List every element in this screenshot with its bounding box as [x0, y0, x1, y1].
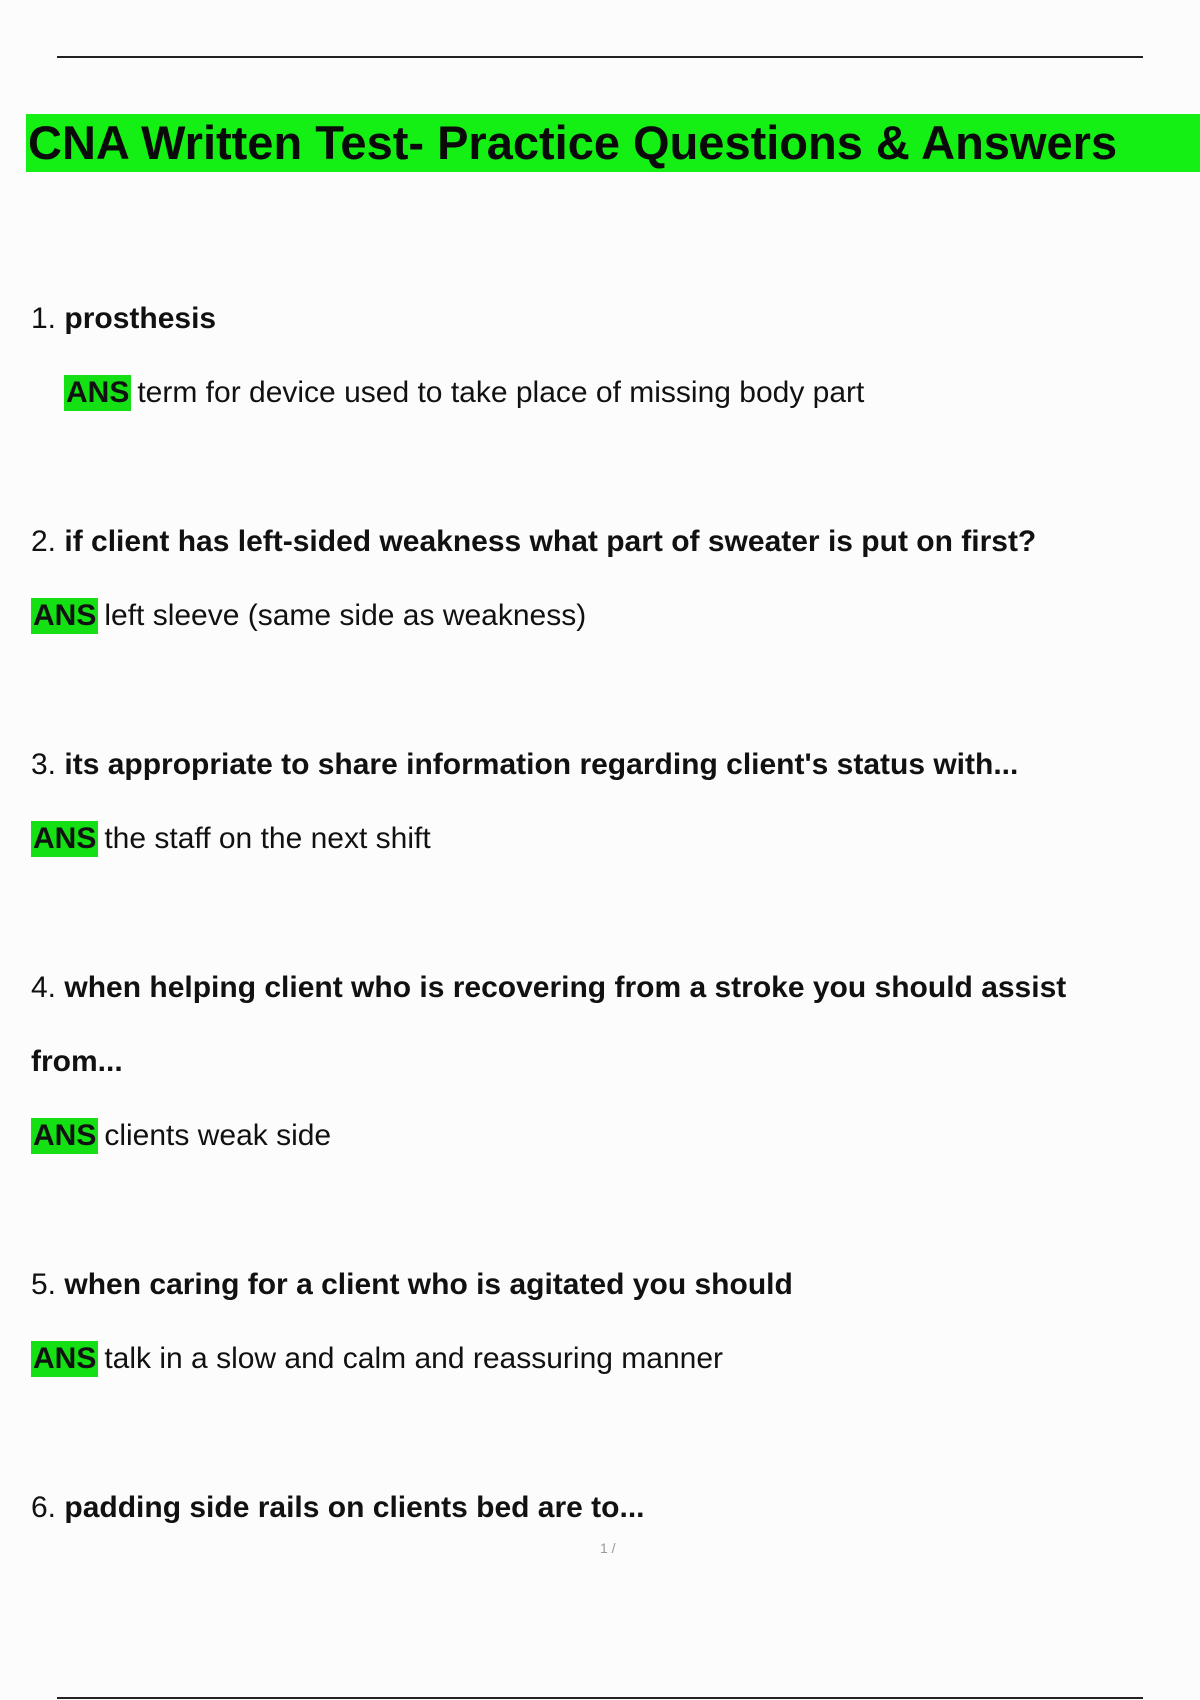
- title-highlight: [26, 114, 1200, 172]
- question-number: 2.: [31, 525, 57, 558]
- question-number: 4.: [31, 971, 57, 1004]
- answer-label: ANS: [33, 822, 97, 855]
- answer-text: left sleeve (same side as weakness): [104, 599, 587, 632]
- answer-3: [31, 820, 431, 858]
- answer-5: [31, 1340, 723, 1378]
- question-text: prosthesis: [64, 302, 217, 335]
- question-text: its appropriate to share information regarding client's status with...: [64, 748, 1019, 781]
- question-number: 5.: [31, 1268, 57, 1301]
- question-number: 3.: [31, 748, 57, 781]
- page-number: 1 /: [600, 1540, 616, 1556]
- question-text: padding side rails on clients bed are to...: [64, 1491, 645, 1524]
- question-text: when helping client who is recovering from a stroke you should assist: [64, 971, 1067, 1004]
- answer-2: [31, 597, 586, 635]
- question-2: [31, 523, 1036, 561]
- answer-text: term for device used to take place of missing body part: [137, 376, 865, 409]
- question-4: [31, 969, 1066, 1007]
- bottom-divider: [57, 1697, 1143, 1699]
- question-3: [31, 746, 1018, 784]
- top-divider: [57, 56, 1143, 58]
- question-number: 6.: [31, 1491, 57, 1524]
- answer-text: clients weak side: [104, 1119, 332, 1152]
- answer-label: ANS: [33, 1342, 97, 1375]
- question-number: 1.: [31, 302, 57, 335]
- answer-label: ANS: [66, 376, 130, 409]
- answer-text: talk in a slow and calm and reassuring manner: [104, 1342, 723, 1375]
- answer-4: [31, 1117, 331, 1155]
- answer-text: the staff on the next shift: [104, 822, 431, 855]
- question-4-continued: [31, 1043, 123, 1081]
- question-6: [31, 1489, 645, 1527]
- answer-1: [64, 374, 864, 412]
- document-title: CNA Written Test- Practice Questions & Answers: [28, 116, 1118, 169]
- answer-label: ANS: [33, 599, 97, 632]
- answer-label: ANS: [33, 1119, 97, 1152]
- question-text: if client has left-sided weakness what part of sweater is put on first?: [64, 525, 1037, 558]
- question-text-continued: from...: [31, 1045, 123, 1078]
- question-text: when caring for a client who is agitated you should: [64, 1268, 793, 1301]
- question-5: [31, 1266, 793, 1304]
- question-1: [31, 300, 216, 338]
